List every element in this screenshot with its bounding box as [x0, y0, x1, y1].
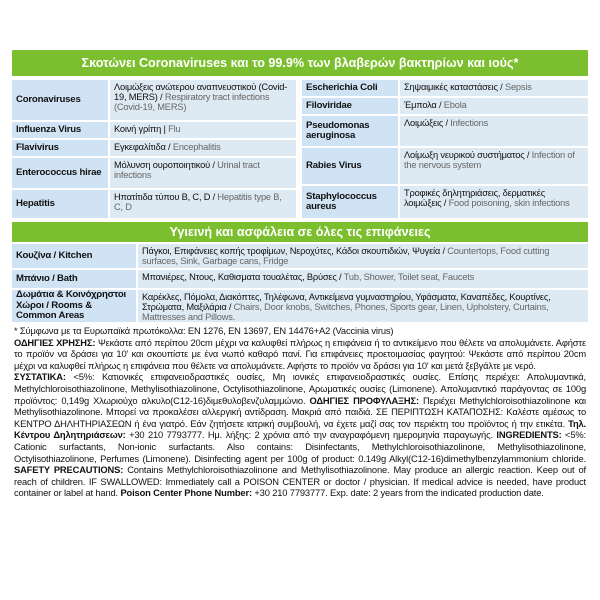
description-english: Infections [450, 118, 489, 128]
description-english: Urinal tract infections [114, 160, 260, 181]
table-row [12, 158, 296, 188]
description-english: Infection of the nervous system [404, 150, 575, 171]
description-english: Flu [168, 124, 181, 134]
table-row [12, 140, 296, 156]
poison-label-en: Poison Center Phone Number: [120, 488, 252, 499]
row-name: Pseudomonas aeruginosa [302, 116, 398, 146]
description-greek: Έμπολα [404, 100, 437, 110]
safety-text: Contains Methylchloroisothiazolinone and Methylisothiazolinone. May produce an allergic reaction. Keep out of reach of children. IF SWALLOWED: Immediately call a POISON CENTER or doctor / physician. If medical advice is needed, have product container or label at hand. [14, 465, 586, 499]
description-greek: Ηπατίτιδα τύπου B, C, D [114, 192, 211, 202]
row-description [400, 80, 588, 96]
description-english: Tub, Shower, Toilet seat, Faucets [343, 272, 475, 282]
description-english: Hepatitis type B, C, D [114, 192, 282, 213]
description-separator: / [157, 92, 165, 103]
row-name: Coronaviruses [12, 80, 108, 120]
description-greek: Λοιμώξεις [404, 118, 444, 128]
table-row [12, 244, 588, 268]
description-english: Encephalitis [172, 142, 221, 152]
description-separator: / [443, 118, 451, 128]
row-name: Staphylococcus aureus [302, 186, 398, 218]
row-name: Hepatitis [12, 190, 108, 218]
row-name: Μπάνιο / Bath [12, 270, 136, 288]
directions-text: Ψεκάστε από περίπου 20cm μέχρι να καλυφθεί πλήρως η επιφάνεια ή το αντικείμενο που θέλετε να απολυμάνετε. Αφήστε το προϊόν να δράσει για 10' και σκουπίστε με ένα νωπό καθαρό πανί. Για επιφάνειες προετοιμασίας φαγητού: Ψεκάστε από περίπου 20cm μέχρι να καλυφθεί πλήρως η επιφάνεια που θέλετε να απολυμάνετε. Αφήστε το προϊόν να δράσει για 10' και μετά ξεβγάλτε με νερό. [14, 337, 586, 371]
description-greek: Κοινή γρίπη [114, 124, 162, 134]
row-description [400, 98, 588, 114]
description-separator: / [497, 82, 505, 92]
ingredients-label: INGREDIENTS: [496, 430, 562, 441]
table-row [302, 116, 588, 146]
composition-text: <5%: Κατιονικές επιφανειοδραστικές ουσίες, Μη ιονικές επιφανειοδραστικές ουσίες. Επίσης περιέχει: Απολυμαντικά, Methylchloroisothiazolinone, Methylisothiazolinone, Octylisothiazolinone, Αρωματικές ουσίες (Limonene). Απολυμαντικό παράγοντας σε 100g προϊόντος: 0,149g Χλωριούχο αλκυλο(C12-16)διμεθυλοβενζυλαμμώνιο. [14, 372, 586, 406]
description-greek: Μόλυνση ουροποιητικού [114, 160, 210, 170]
table-row [302, 98, 588, 114]
footnote: * Σύμφωνα με τα Ευρωπαϊκά πρωτόκολλα: EN 1276, EN 13697, EN 14476+A2 (Vaccinia virus) [14, 326, 394, 336]
table-row [302, 148, 588, 184]
description-separator: | [161, 124, 169, 134]
safety-label: SAFETY PRECAUTIONS: [14, 465, 124, 476]
row-description [110, 140, 296, 156]
description-separator: / [210, 160, 218, 170]
pathogen-table [12, 80, 588, 220]
row-name: Enterococcus hirae [12, 158, 108, 188]
instructions-text [14, 326, 586, 500]
description-english: Food poisoning, skin infections [448, 198, 570, 209]
description-greek: Τροφικές δηλητηριάσεις, δερματικές λοιμώξεις [404, 188, 545, 209]
table-row [12, 290, 588, 322]
directions-label: ΟΔΗΓΙΕΣ ΧΡΗΣΗΣ: [14, 337, 96, 348]
poison-label-gr: Τηλ. Κέντρου Δηλητηριάσεων: [14, 418, 586, 441]
description-separator: / [436, 100, 444, 110]
description-greek: Λοίμωξη νευρικού συστήματος / [404, 150, 530, 160]
precautions-label-gr: ΟΔΗΓΙΕΣ ΠΡΟΦΥΛΑΞΗΣ: [309, 395, 419, 406]
description-separator: / [165, 142, 173, 152]
table-row [302, 80, 588, 96]
description-english: Ebola [443, 100, 467, 110]
row-description [400, 148, 588, 184]
row-name: Κουζίνα / Kitchen [12, 244, 136, 268]
table-row [12, 80, 296, 120]
description-greek: Καρέκλες, Πόμολα, Διακόπτες, Τηλέφωνα, Αντικείμενα γυμναστηρίου, Υφάσματα, Καναπέδες, Κουρτίνες, Στρώματα, Μαξιλάρια [142, 292, 551, 313]
row-description [110, 122, 296, 138]
description-separator: / [226, 302, 234, 313]
row-name: Filoviridae [302, 98, 398, 114]
row-name: Rabies Virus [302, 148, 398, 184]
kills-banner: Σκοτώνει Coronaviruses και το 99.9% των βλαβερών βακτηρίων και ιούς* [12, 50, 588, 76]
row-description [138, 244, 588, 268]
row-description [138, 270, 588, 288]
precautions-text-gr: Περιέχει Methylchloroisothiazolinone και Methylisothiazolinone. Μπορεί να προκαλέσει αλλεργική αντίδραση. Μακριά από παιδιά. ΣΕ ΠΕΡΙΠΤΩΣΗ ΚΑΤΑΠΟΣΗΣ: Καλέστε αμέσως το ΚΕΝΤΡΟ ΔΗΛΗΤΗΡΙΑΣΕΩΝ ή ένα γιατρό. Εάν ζητήσετε ιατρική συμβουλή, να έχετε μαζί σας τον περιέκτη του προϊόντος ή την ετικέτα. [14, 395, 586, 429]
table-row [12, 270, 588, 288]
description-greek: Πάγκοι, Επιφάνειες κοπής τροφίμων, Νεροχύτες, Κάδοι σκουπιδιών, Ψυγεία [142, 246, 441, 256]
composition-label: ΣΥΣΤΑΤΙΚΑ: [14, 372, 66, 383]
description-separator: / [210, 192, 218, 202]
description-greek: Μπανιέρες, Ντους, Καθισματα τουαλέτας, Βρύσες [142, 272, 337, 282]
ingredients-text: <5%: Cationic surfactants, Non-ionic surfactants. Also contains: Disinfectants, Methylchloroisothiazolinone, Methylisothiazolinone, Octylisothiazolinone, Perfumes (Limonene). Disinfecting agent per 100g of product: 0.149g Alkyl(C12-16)dimethylbenzylammonium chloride. [14, 430, 586, 464]
description-greek: Εγκεφαλίτιδα [114, 142, 166, 152]
poison-text-gr: +30 210 7793777. Ημ. λήξης: 2 χρόνια από την αναγραφόμενη ημερομηνία παραγωγής. [125, 430, 493, 441]
description-english: Countertops, Food cutting surfaces, Sink, Garbage cans, Fridge [142, 246, 550, 267]
poison-text-en: +30 210 7793777. Exp. date: 2 years from the indicated production date. [251, 488, 544, 499]
row-description [110, 80, 296, 120]
description-english: Chairs, Door knobs, Switches, Phones, Sports gear, Linen, Upholstery, Curtains, Mattresses and Pillows. [142, 302, 549, 323]
description-english: Respiratory tract infections (Covid-19, MERS) [114, 92, 270, 113]
table-row [12, 190, 296, 218]
row-name: Escherichia Coli [302, 80, 398, 96]
row-name: Flavivirus [12, 140, 108, 156]
row-description [110, 190, 296, 218]
description-separator: / [440, 246, 448, 256]
row-description [400, 186, 588, 218]
description-greek: Λοιμώξεις ανώτερου αναπνευστικού (Covid-19, MERS) [114, 82, 288, 103]
description-english: Sepsis [504, 82, 532, 92]
description-greek: Σηψαιμικές καταστάσεις [404, 82, 498, 92]
description-separator: / [336, 272, 344, 282]
row-description [400, 116, 588, 146]
description-separator: / [441, 198, 449, 209]
table-row [302, 186, 588, 218]
hygiene-banner: Υγιεινή και ασφάλεια σε όλες τις επιφάνειες [12, 222, 588, 242]
row-name: Δωμάτια & Κοινόχρηστοι Χώροι / Rooms & Common Areas [12, 290, 136, 322]
row-description [138, 290, 588, 322]
table-row [12, 122, 296, 138]
row-name: Influenza Virus [12, 122, 108, 138]
row-description [110, 158, 296, 188]
